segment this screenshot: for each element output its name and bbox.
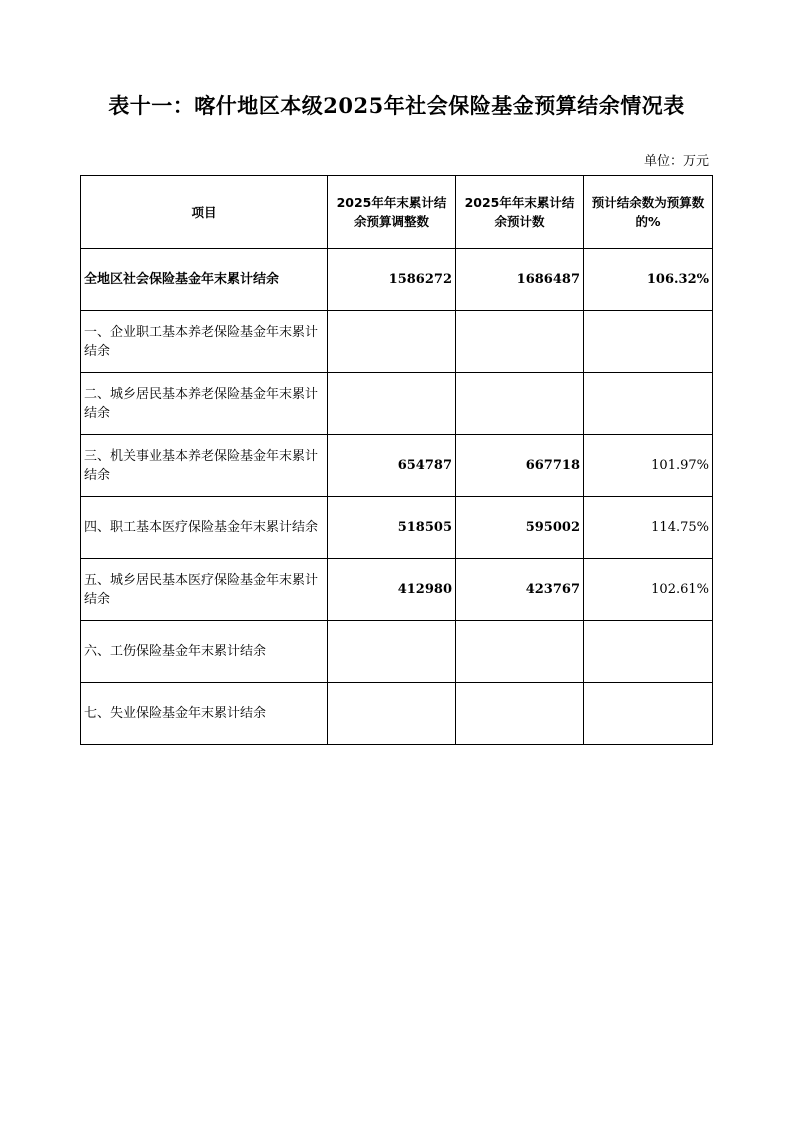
row-budget xyxy=(328,373,456,435)
row-budget: 412980 xyxy=(328,559,456,621)
table-header-row xyxy=(81,176,713,249)
table-row xyxy=(81,621,713,683)
row-budget: 654787 xyxy=(328,435,456,497)
row-estimate: 423767 xyxy=(456,559,584,621)
row-label: 一、企业职工基本养老保险基金年末累计结余 xyxy=(81,311,328,373)
row-budget: 518505 xyxy=(328,497,456,559)
row-estimate xyxy=(456,311,584,373)
header-estimate: 2025年年末累计结余预计数 xyxy=(456,176,584,249)
row-percent xyxy=(584,683,713,745)
row-label: 六、工伤保险基金年末累计结余 xyxy=(81,621,328,683)
row-percent xyxy=(584,373,713,435)
budget-table xyxy=(80,175,713,745)
row-percent: 106.32% xyxy=(584,249,713,311)
row-label: 二、城乡居民基本养老保险基金年末累计结余 xyxy=(81,373,328,435)
row-label: 五、城乡居民基本医疗保险基金年末累计结余 xyxy=(81,559,328,621)
table-row xyxy=(81,497,713,559)
table-row xyxy=(81,559,713,621)
row-budget: 1586272 xyxy=(328,249,456,311)
row-percent: 101.97% xyxy=(584,435,713,497)
row-label: 七、失业保险基金年末累计结余 xyxy=(81,683,328,745)
unit-label: 单位：万元 xyxy=(643,154,709,169)
header-budget: 2025年年末累计结余预算调整数 xyxy=(328,176,456,249)
row-label: 三、机关事业基本养老保险基金年末累计结余 xyxy=(81,435,328,497)
table-row xyxy=(81,311,713,373)
page-title: 表十一：喀什地区本级2025年社会保险基金预算结余情况表 xyxy=(108,93,685,118)
row-estimate: 667718 xyxy=(456,435,584,497)
table-row xyxy=(81,435,713,497)
row-percent xyxy=(584,621,713,683)
row-estimate: 595002 xyxy=(456,497,584,559)
row-estimate xyxy=(456,621,584,683)
table-row xyxy=(81,373,713,435)
row-percent: 102.61% xyxy=(584,559,713,621)
row-budget xyxy=(328,311,456,373)
row-budget xyxy=(328,683,456,745)
row-budget xyxy=(328,621,456,683)
row-estimate xyxy=(456,683,584,745)
row-label: 全地区社会保险基金年末累计结余 xyxy=(81,249,328,311)
table-row xyxy=(81,249,713,311)
row-label: 四、职工基本医疗保险基金年末累计结余 xyxy=(81,497,328,559)
row-percent: 114.75% xyxy=(584,497,713,559)
table-row xyxy=(81,683,713,745)
row-estimate xyxy=(456,373,584,435)
header-item: 项目 xyxy=(81,176,328,249)
row-percent xyxy=(584,311,713,373)
header-percent: 预计结余数为预算数的% xyxy=(584,176,713,249)
row-estimate: 1686487 xyxy=(456,249,584,311)
